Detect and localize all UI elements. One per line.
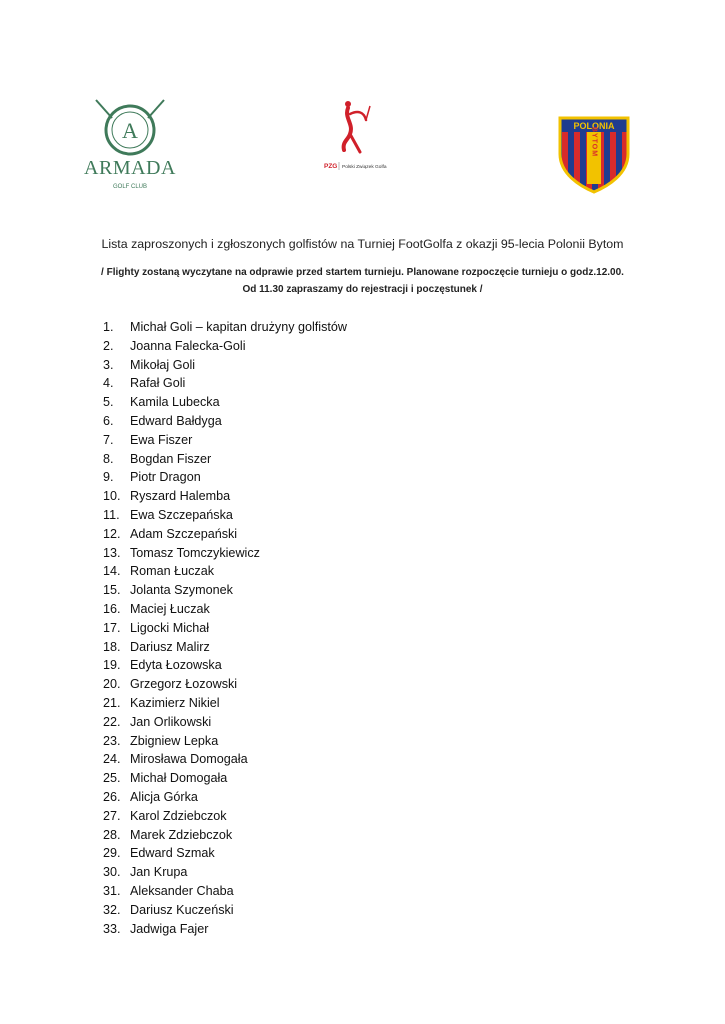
player-name: Jan Krupa	[130, 865, 188, 880]
list-item-number: 28.	[103, 827, 121, 842]
list-item	[103, 581, 347, 600]
player-name: Kazimierz Nikiel	[130, 695, 220, 710]
list-item	[103, 619, 347, 638]
list-item	[103, 356, 347, 375]
list-item	[103, 732, 347, 751]
polonia-name: POLONIA	[573, 121, 615, 131]
player-name: Ewa Fiszer	[130, 432, 193, 447]
list-item	[103, 901, 347, 920]
list-item	[103, 562, 347, 581]
list-item	[103, 882, 347, 901]
list-item	[103, 374, 347, 393]
list-item	[103, 769, 347, 788]
player-name: Piotr Dragon	[130, 470, 201, 485]
player-name: Marek Zdziebczok	[130, 827, 233, 842]
list-item-number: 9.	[103, 470, 114, 485]
list-item	[103, 600, 347, 619]
player-name: Tomasz Tomczykiewicz	[130, 545, 260, 560]
player-name: Grzegorz Łozowski	[130, 677, 238, 692]
armada-badge-letter: A	[122, 118, 138, 143]
list-item-number: 2.	[103, 338, 114, 353]
list-item-number: 26.	[103, 789, 121, 804]
list-item	[103, 450, 347, 469]
pzg-abbr: PZG	[324, 163, 338, 170]
player-name: Jan Orlikowski	[130, 714, 212, 729]
player-name: Dariusz Malirz	[130, 639, 210, 654]
player-name: Dariusz Kuczeński	[130, 902, 234, 917]
player-name: Alicja Górka	[130, 789, 198, 804]
list-item	[103, 638, 347, 657]
document-title: Lista zaproszonych i zgłoszonych golfistów na Turniej FootGolfa z okazji 95-lecia Polonii Bytom	[101, 237, 624, 251]
list-item-number: 14.	[103, 564, 121, 579]
pzg-logo	[304, 90, 408, 182]
list-item-number: 33.	[103, 921, 121, 936]
list-item	[103, 694, 347, 713]
player-name: Zbigniew Lepka	[130, 733, 219, 748]
pzg-name: Polski Związek Golfa	[342, 165, 387, 170]
list-item-number: 27.	[103, 808, 121, 823]
player-name: Ewa Szczepańska	[130, 507, 233, 522]
list-item	[103, 844, 347, 863]
list-item-number: 25.	[103, 771, 121, 786]
player-name: Kamila Lubecka	[130, 395, 220, 410]
list-item-number: 4.	[103, 376, 114, 391]
list-item-number: 17.	[103, 620, 121, 635]
list-item-number: 7.	[103, 432, 114, 447]
list-item-number: 8.	[103, 451, 114, 466]
list-item	[103, 675, 347, 694]
player-name: Jadwiga Fajer	[130, 921, 209, 936]
list-item-number: 11.	[103, 507, 120, 522]
list-item	[103, 506, 347, 525]
player-name: Michał Goli – kapitan drużyny golfistów	[130, 320, 347, 334]
list-item	[103, 788, 347, 807]
player-name: Mikołaj Goli	[130, 357, 196, 372]
armada-golf-club-logo	[82, 96, 178, 198]
list-item	[103, 920, 347, 939]
player-name: Bogdan Fiszer	[130, 451, 212, 466]
list-item-number: 24.	[103, 752, 121, 767]
player-name: Roman Łuczak	[130, 564, 214, 579]
player-name: Mirosława Domogała	[130, 752, 248, 767]
list-item-number: 21.	[103, 695, 121, 710]
list-item	[103, 750, 347, 769]
list-item	[103, 468, 347, 487]
list-item	[103, 826, 347, 845]
list-item-number: 16.	[103, 601, 121, 616]
player-name: Ryszard Halemba	[130, 489, 231, 504]
list-item	[103, 337, 347, 356]
list-item-number: 12.	[103, 526, 121, 541]
note-line-1: / Flighty zostaną wyczytane na odprawie przed startem turnieju. Planowane rozpoczęcie turnieju o godz.12.00.	[101, 267, 624, 278]
list-item-number: 22.	[103, 714, 121, 729]
list-item-number: 20.	[103, 677, 121, 692]
player-name: Michał Domogała	[130, 771, 228, 786]
armada-name: ARMADA	[84, 157, 176, 179]
list-item-number: 5.	[103, 395, 114, 410]
list-item	[103, 807, 347, 826]
note-line-2: Od 11.30 zapraszamy do rejestracji i poczęstunek /	[242, 284, 483, 295]
list-item-number: 10.	[103, 489, 121, 504]
list-item	[103, 412, 347, 431]
polonia-bytom-crest	[556, 114, 632, 194]
armada-sub: GOLF CLUB	[112, 184, 148, 190]
list-item	[103, 713, 347, 732]
polonia-city: BYTOM	[590, 126, 598, 158]
list-item-number: 30.	[103, 865, 121, 880]
list-item	[103, 393, 347, 412]
player-name: Edyta Łozowska	[130, 658, 222, 673]
player-name: Rafał Goli	[130, 376, 186, 391]
list-item-number: 15.	[103, 583, 121, 598]
list-item	[103, 656, 347, 675]
player-name: Joanna Falecka-Goli	[130, 338, 246, 353]
list-item-number: 6.	[103, 413, 114, 428]
list-item-number: 18.	[103, 639, 121, 654]
list-item-number: 13.	[103, 545, 121, 560]
list-item-number: 29.	[103, 846, 121, 861]
player-name: Jolanta Szymonek	[130, 583, 233, 598]
list-item	[103, 318, 347, 337]
list-item-number: 19.	[103, 658, 121, 673]
player-name: Edward Bałdyga	[130, 413, 222, 428]
list-item-number: 3.	[103, 357, 114, 372]
list-item	[103, 431, 347, 450]
player-name: Aleksander Chaba	[130, 883, 234, 898]
list-item-number: 32.	[103, 902, 121, 917]
player-name: Karol Zdziebczok	[130, 808, 227, 823]
players-list	[103, 318, 347, 938]
list-item	[103, 863, 347, 882]
player-name: Edward Szmak	[130, 846, 215, 861]
list-item-number: 1.	[103, 320, 114, 334]
list-item	[103, 487, 347, 506]
list-item	[103, 525, 347, 544]
list-item-number: 31.	[103, 883, 121, 898]
player-name: Maciej Łuczak	[130, 601, 210, 616]
player-name: Adam Szczepański	[130, 526, 238, 541]
player-name: Ligocki Michał	[130, 620, 210, 635]
list-item-number: 23.	[103, 733, 121, 748]
list-item	[103, 544, 347, 563]
